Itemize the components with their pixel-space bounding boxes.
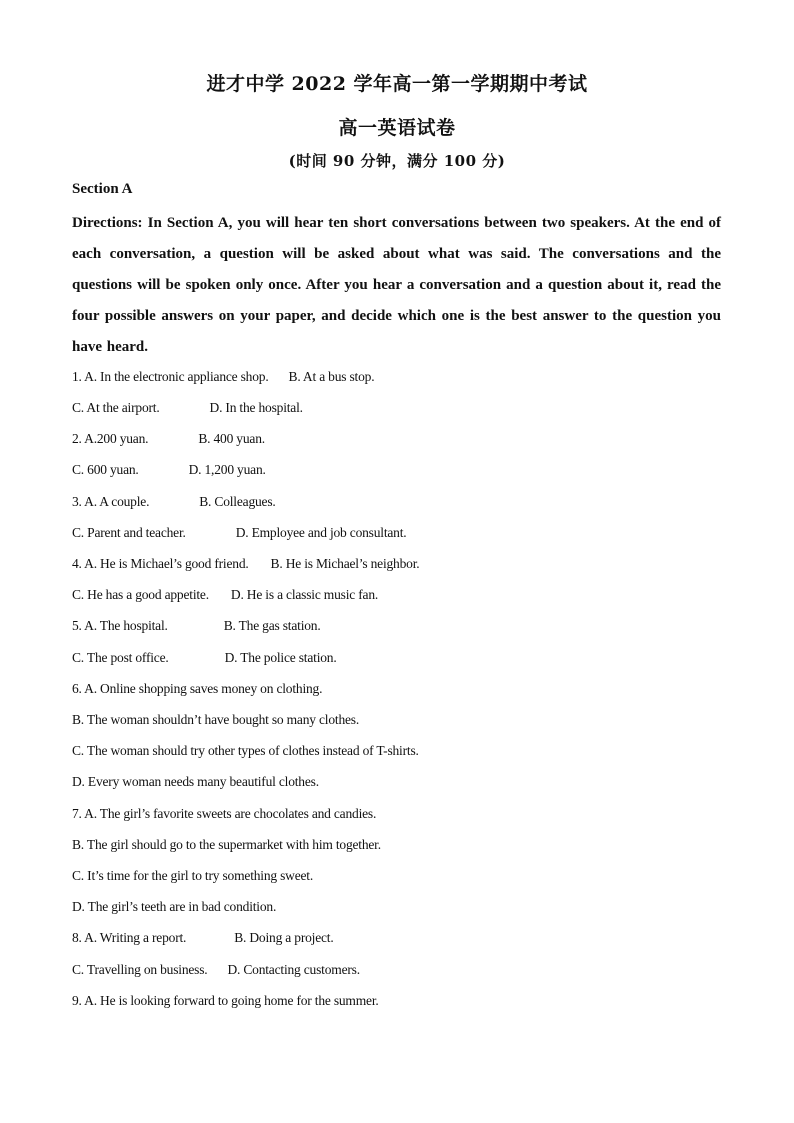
question-3-row-2 — [72, 525, 406, 541]
question-1-row-1 — [72, 369, 374, 385]
q3-option-a: 3. A. A couple. — [72, 494, 150, 509]
exam-info: (时间 90 分钟，满分 100 分) — [288, 152, 506, 170]
q4-option-b: B. He is Michael’s neighbor. — [270, 556, 420, 571]
q1-option-c: C. At the airport. — [72, 400, 160, 415]
question-6-option-b: B. The woman shouldn’t have bought so many clothes. — [72, 712, 360, 727]
section-heading: Section A — [72, 181, 133, 197]
question-5-row-1 — [72, 618, 321, 634]
question-8-row-1 — [72, 930, 334, 946]
question-6-option-d: D. Every woman needs many beautiful clothes. — [72, 774, 319, 789]
directions-paragraph — [72, 208, 721, 363]
q8-option-c: C. Travelling on business. — [72, 962, 208, 977]
q8-option-d: D. Contacting customers. — [227, 962, 360, 977]
question-7-option-c: C. It’s time for the girl to try something sweet. — [72, 868, 314, 883]
question-4-row-2 — [72, 587, 378, 603]
q5-option-a: 5. A. The hospital. — [72, 618, 168, 633]
question-5-row-2 — [72, 650, 337, 666]
q1-option-d: D. In the hospital. — [209, 400, 303, 415]
question-1-row-2 — [72, 400, 303, 416]
q4-option-d: D. He is a classic music fan. — [230, 587, 379, 602]
exam-title: 进才中学 2022 学年高一第一学期期中考试 — [206, 73, 588, 95]
q2-option-b: B. 400 yuan. — [198, 431, 265, 446]
question-3-row-1 — [72, 494, 276, 510]
q1-option-a: 1. A. In the electronic appliance shop. — [72, 369, 269, 384]
question-9-option-a: 9. A. He is looking forward to going home for the summer. — [72, 993, 379, 1008]
q4-option-c: C. He has a good appetite. — [72, 587, 209, 602]
question-8-row-2 — [72, 962, 360, 978]
question-7-option-d: D. The girl’s teeth are in bad condition. — [72, 899, 277, 914]
exam-subtitle: 高一英语试卷 — [338, 117, 456, 139]
q8-option-b: B. Doing a project. — [234, 930, 334, 945]
q5-option-c: C. The post office. — [72, 650, 169, 665]
question-6-option-c: C. The woman should try other types of clothes instead of T-shirts. — [72, 743, 419, 758]
question-2-row-1 — [72, 431, 265, 447]
question-7-option-b: B. The girl should go to the supermarket with him together. — [72, 837, 381, 852]
directions-label: Directions: — [72, 215, 143, 231]
q2-option-d: D. 1,200 yuan. — [188, 462, 266, 477]
question-2-row-2 — [72, 462, 266, 478]
q5-option-d: D. The police station. — [224, 650, 337, 665]
question-4-row-1 — [72, 556, 419, 572]
q3-option-d: D. Employee and job consultant. — [235, 525, 407, 540]
q2-option-c: C. 600 yuan. — [72, 462, 139, 477]
q3-option-b: B. Colleagues. — [199, 494, 276, 509]
directions-text: In Section A, you will hear ten short conversations between two speakers. At the end of each conversation, a question will be asked about what was said. The conversations and the questions will be spoken only once. After you hear a conversation and a question about it, read the four possible answers on your paper, and decide which one is the best answer to the question you have heard. — [72, 215, 721, 355]
q5-option-b: B. The gas station. — [223, 618, 321, 633]
question-6-option-a: 6. A. Online shopping saves money on clothing. — [72, 681, 323, 696]
q3-option-c: C. Parent and teacher. — [72, 525, 186, 540]
q2-option-a: 2. A.200 yuan. — [72, 431, 149, 446]
question-7-option-a: 7. A. The girl’s favorite sweets are chocolates and candies. — [72, 806, 377, 821]
q4-option-a: 4. A. He is Michael’s good friend. — [72, 556, 249, 571]
q1-option-b: B. At a bus stop. — [288, 369, 375, 384]
q8-option-a: 8. A. Writing a report. — [72, 930, 187, 945]
